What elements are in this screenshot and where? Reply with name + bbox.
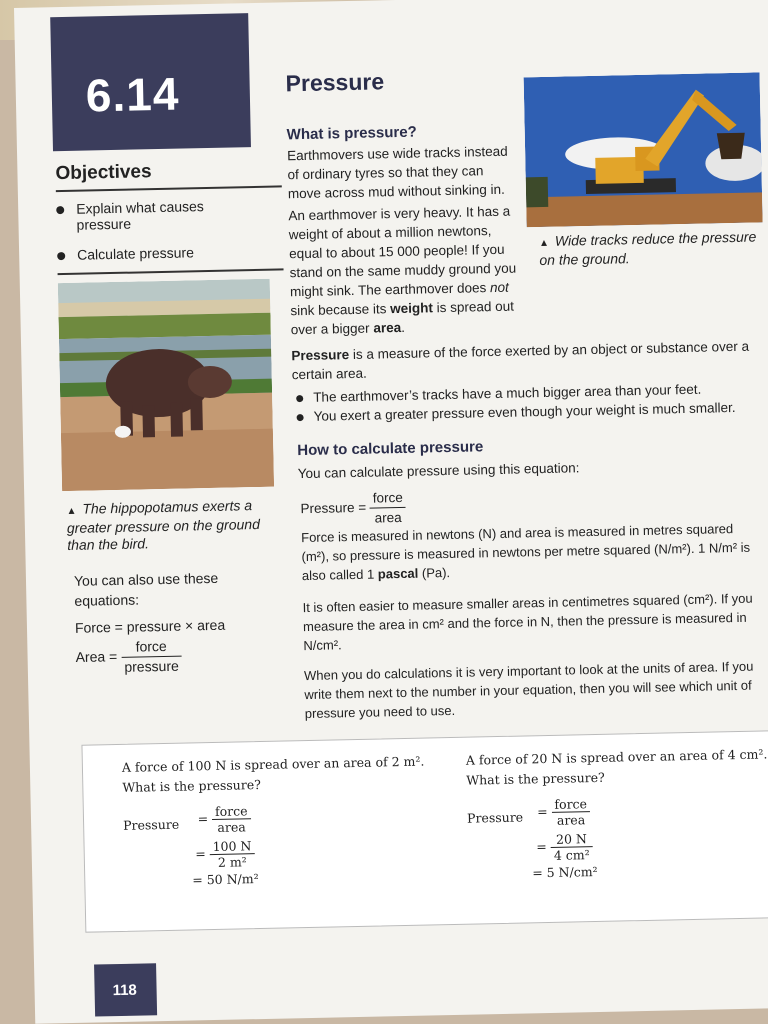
example-answer: = 5 N/cm² — [532, 863, 598, 881]
caption-triangle-icon: ▲ — [66, 505, 77, 518]
units-paragraph: Force is measured in newtons (N) and area is measured in metres squared (m²), so pressure is measured in newtons per metre squared (N/m²). 1 N/m² is also called 1 pascal (Pa). — [300, 521, 751, 584]
force-equation: Force = pressure × area — [74, 616, 226, 636]
page-number: 118 — [112, 981, 137, 1000]
list-item: You exert a greater pressure even though your weight is much smaller. — [296, 397, 766, 426]
bullet-list — [296, 378, 767, 426]
textbook-page — [14, 0, 768, 1024]
hippo-caption: ▲ The hippopotamus exerts a greater pressure on the ground than the bird. — [66, 497, 261, 554]
example-question: A force of 100 N is spread over an area of 2 m². What is the pressure? — [121, 753, 425, 795]
list-item: The earthmover’s tracks have a much bigger area than your feet. — [296, 378, 766, 407]
bullet-icon — [57, 252, 65, 260]
objectives-heading: Objectives — [55, 161, 152, 185]
example-label: Pressure — [466, 809, 524, 826]
divider — [56, 185, 282, 192]
calc-paragraph: When you do calculations it is very important to look at the units of area. If you write them next to the number in your equation, then you will see which unit of pressure you need to use. — [303, 658, 754, 722]
earthmover-paragraph: An earthmover is very heavy. It has a weight of about a million newtons, equal to about 15 000 people! If you stand on the same muddy ground you might sink. The earthmover does not sink because its weight is spread out over a bigger area. — [288, 203, 517, 338]
bullet-icon — [56, 206, 64, 214]
divider — [58, 268, 284, 275]
example-working: = $\frac{\text{force}}{\text{area}}$ = $\frac{100 N}{\text{2 m²}}$ = 50 N/m² — [192, 803, 259, 888]
cm-paragraph: It is often easier to measure smaller areas in centimetres squared (cm²). If you measure the area in cm² and the force in N, then the pressure is measured in N/cm². — [302, 590, 753, 654]
bullet-icon — [297, 414, 304, 421]
how-intro: You can calculate pressure using this equation: — [297, 460, 580, 482]
example-question: A force of 20 N is spread over an area of 4 cm². What is the pressure? — [465, 746, 768, 788]
page-title: Pressure — [285, 68, 385, 97]
bullet-icon — [296, 395, 303, 402]
area-equation: Area = $\frac{\text{force}}{\text{pressure}}$ — [75, 637, 182, 678]
section-number: 6.14 — [85, 67, 180, 122]
hippo-photo — [58, 279, 274, 491]
intro-paragraph: Earthmovers use wide tracks instead of ordinary tyres so that they can move across mud without sinking in. — [286, 143, 508, 202]
pressure-equation: Pressure = $\frac{\text{force}}{\text{area}}$ — [300, 488, 406, 529]
example-working: = $\frac{\text{force}}{\text{area}}$ = $\frac{20 N}{\text{4 cm²}}$ = 5 N/cm² — [532, 796, 598, 881]
how-heading: How to calculate pressure — [297, 438, 484, 460]
definition: Pressure is a measure of the force exerted by an object or substance over a certain area. — [291, 338, 750, 383]
objective-item: Calculate pressure — [57, 243, 237, 263]
example-label: Pressure — [122, 816, 180, 833]
objective-item: Explain what causes pressure — [56, 197, 237, 233]
what-is-heading: What is pressure? — [286, 123, 417, 144]
example-answer: = 50 N/m² — [192, 871, 259, 888]
caption-triangle-icon: ▲ — [538, 237, 550, 250]
other-equations-intro: You can also use these equations: — [73, 569, 219, 609]
excavator-photo — [524, 72, 763, 227]
excavator-caption: ▲ Wide tracks reduce the pressure on the ground. — [538, 228, 757, 269]
